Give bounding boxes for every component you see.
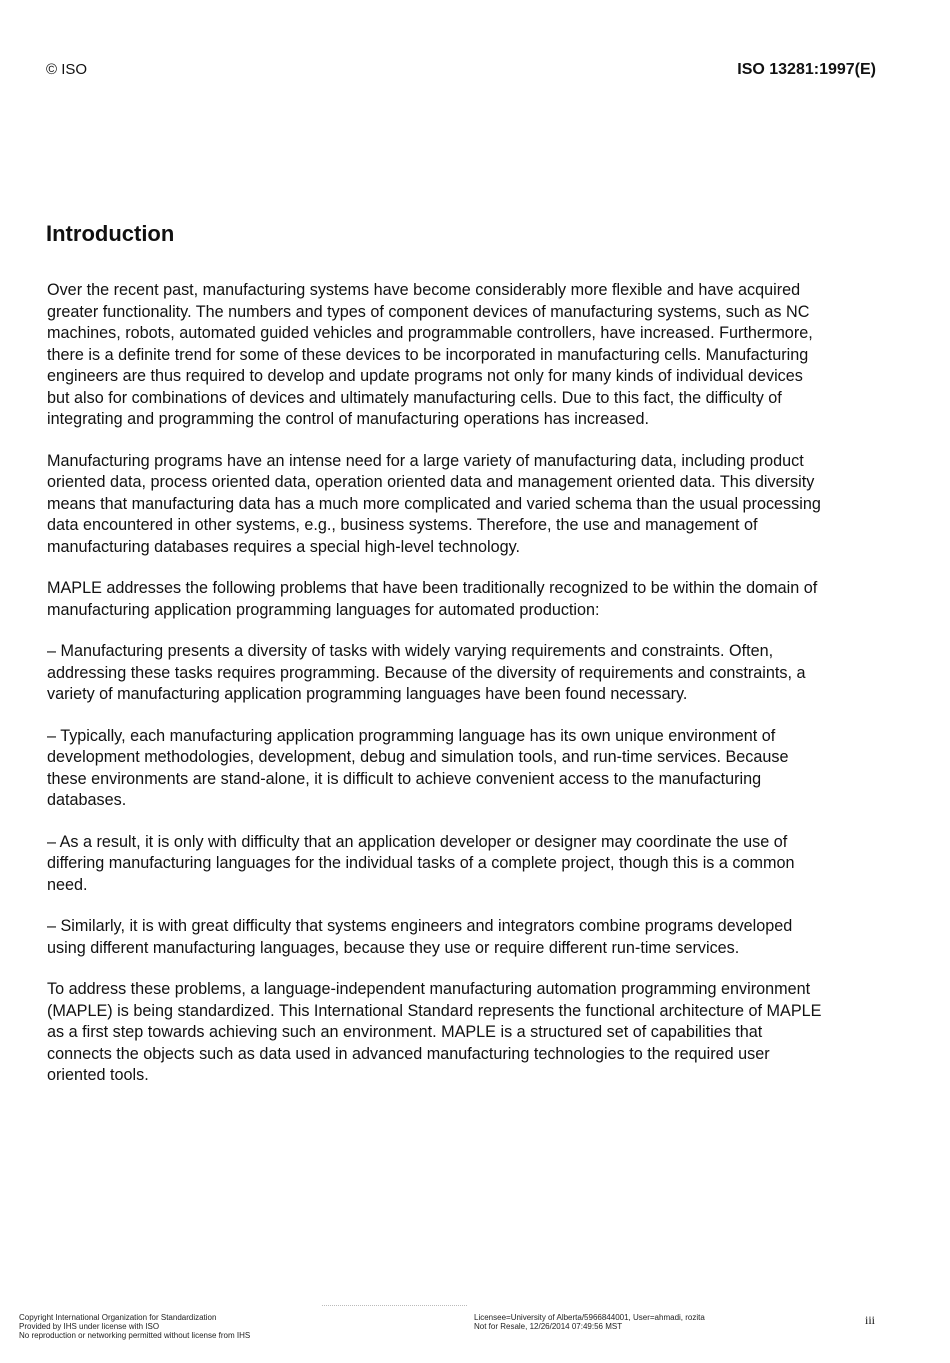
body-text — [47, 280, 827, 1107]
footer-divider — [322, 1305, 467, 1306]
header-standard-number: ISO 13281:1997(E) — [737, 61, 876, 78]
footer-line: Licensee=University of Alberta/5966844001, User=ahmadi, rozita — [474, 1313, 705, 1322]
footer-line: Not for Resale, 12/26/2014 07:49:56 MST — [474, 1322, 623, 1331]
paragraph-2: Manufacturing programs have an intense need for a large variety of manufacturing data, including product oriented data, process oriented data, operation oriented data and management oriented data. This diversity means that manufacturing data has a much more complicated and varied schema than the usual processing data encountered in other systems, e.g., business systems. Therefore, the use and management of manufacturing databases requires a special high-level technology. — [47, 451, 821, 556]
footer-copyright-notice — [19, 1313, 250, 1340]
footer-line: No reproduction or networking permitted without license from IHS — [19, 1331, 251, 1340]
paragraph-3: MAPLE addresses the following problems that have been traditionally recognized to be within the domain of manufacturing application programming languages for automated production: — [47, 579, 818, 619]
section-title: Introduction — [46, 221, 175, 246]
list-item-3: – As a result, it is only with difficulty that an application developer or designer may coordinate the use of differing manufacturing languages for the individual tasks of a complete project, though this is a common need. — [47, 832, 795, 894]
list-item-1: – Manufacturing presents a diversity of tasks with widely varying requirements and constraints. Often, addressing these tasks requires programming. Because of the diversity of requirements and constraints, a variety of manufacturing application programming languages have been found necessary. — [47, 642, 806, 703]
footer-line: Provided by IHS under license with ISO — [19, 1322, 160, 1331]
paragraph-4: To address these problems, a language-independent manufacturing automation programming environment (MAPLE) is being standardized. This International Standard represents the functional architecture of MAPLE as a first step towards achieving such an environment. MAPLE is a structured set of capabilities that connects the objects such as data used in advanced manufacturing technologies to the required user oriented tools. — [47, 980, 822, 1084]
page-number: iii — [864, 1313, 875, 1327]
list-item-2: – Typically, each manufacturing application programming language has its own unique environment of development methodologies, development, debug and simulation tools, and run-time services. Because these environments are stand-alone, it is difficult to achieve convenient access to the manufacturing databases. — [47, 726, 789, 809]
footer-line: Copyright International Organization for Standardization — [19, 1313, 217, 1322]
header-copyright: © ISO — [46, 61, 88, 78]
paragraph-1: Over the recent past, manufacturing systems have become considerably more flexible and have acquired greater functionality. The numbers and types of component devices of manufacturing systems, such as NC machines, robots, automated guided vehicles and programmable controllers, have increased. Furthermore, there is a definite trend for some of these devices to be incorporated in manufacturing cells. Manufacturing engineers are thus required to develop and update programs not only for many kinds of individual devices but also for combinations of devices and ultimately manufacturing cells. Due to this fact, the difficulty of integrating and programming the control of manufacturing operations has increased. — [47, 281, 813, 428]
footer-license-notice — [474, 1313, 705, 1331]
list-item-4: – Similarly, it is with great difficulty that systems engineers and integrators combine programs developed using different manufacturing languages, because they use or require different run-time services. — [47, 917, 793, 957]
